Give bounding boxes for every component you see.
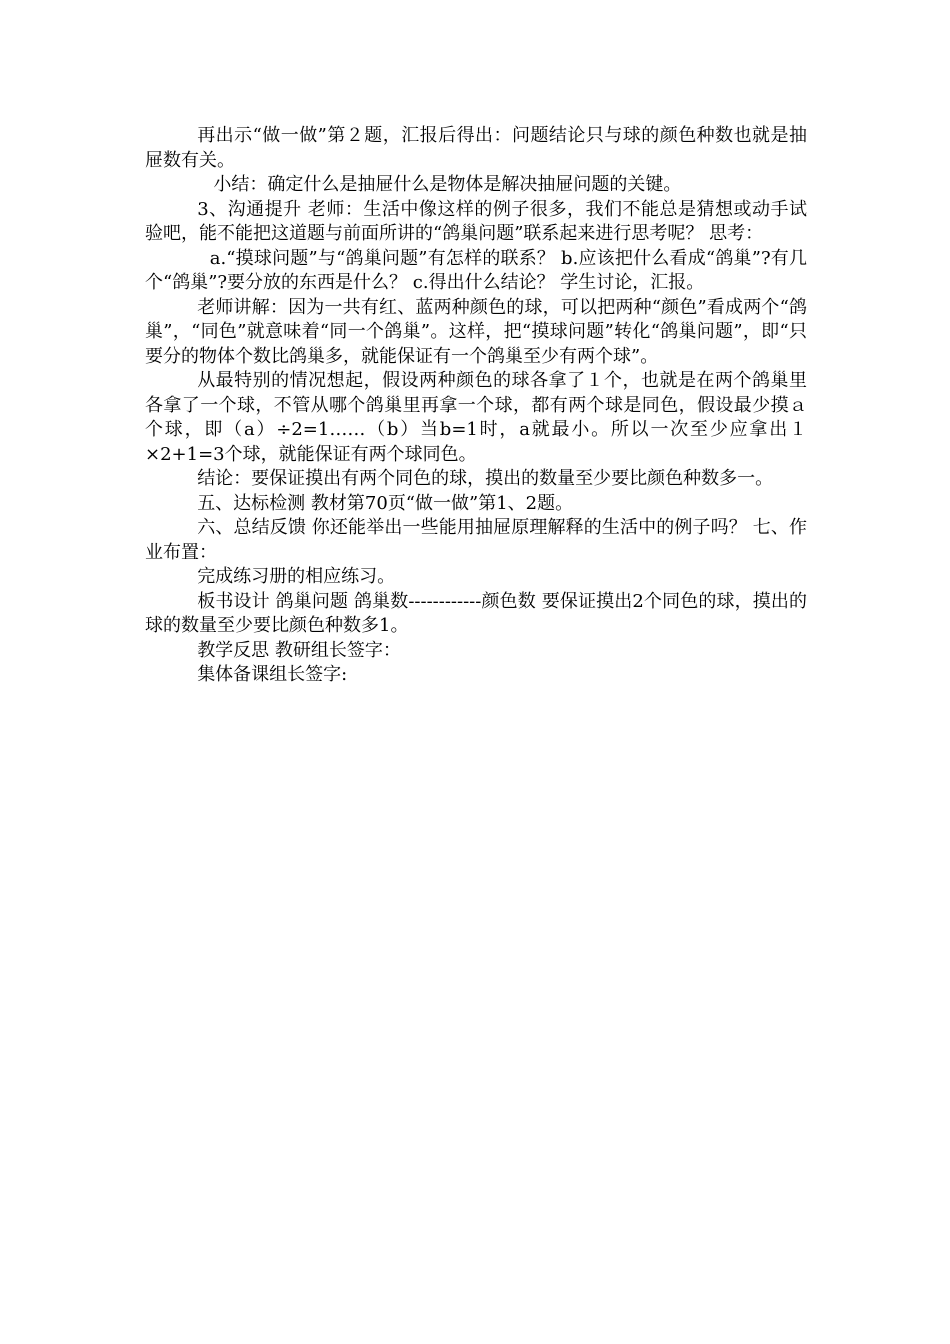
paragraph-feedback: 六、总结反馈 你还能举出一些能用抽屉原理解释的生活中的例子吗？ 七、作业布置： — [145, 517, 807, 563]
paragraph-board-design: 板书设计 鸽巢问题 鸽巢数------------颜色数 要保证摸出2个同色的球，摸出的球的数量至少要比颜色种数多1。 — [145, 590, 807, 636]
paragraph-communicate: 3、沟通提升 老师：生活中像这样的例子很多，我们不能总是猜想或动手试验吧，能不能把这道题与前面所讲的“鸽巢问题”联系起来进行思考呢？ 思考： — [145, 198, 807, 244]
paragraph-conclusion: 结论：要保证摸出有两个同色的球，摸出的数量至少要比颜色种数多一。 — [197, 468, 774, 489]
paragraph-summary: 小结：确定什么是抽屉什么是物体是解决抽屉问题的关键。 — [213, 174, 682, 195]
paragraph-exercise-2: 再出示“做一做”第２题，汇报后得出：问题结论只与球的颜色种数也就是抽屉数有关。 — [145, 125, 807, 171]
paragraph-special-case: 从最特别的情况想起，假设两种颜色的球各拿了１个，也就是在两个鸽巢里各拿了一个球，不管从哪个鸽巢里再拿一个球，都有两个球是同色，假设最少摸ａ个球，即（a）÷2=1……（b）当b=1时，a就最小。所以一次至少应拿出１×2+1=3个球，就能保证有两个球同色。 — [145, 370, 807, 465]
paragraph-homework: 完成练习册的相应练习。 — [197, 566, 396, 587]
paragraph-assessment: 五、达标检测 教材第70页“做一做”第1、2题。 — [197, 492, 574, 514]
paragraph-questions: a.“摸球问题”与“鸽巢问题”有怎样的联系？ b.应该把什么看成“鸽巢”?有几个“鸽巢”?要分放的东西是什么？ c.得出什么结论？ 学生讨论，汇报。 — [145, 247, 807, 293]
paragraph-reflection: 教学反思 教研组长签字： — [197, 639, 401, 661]
document-body — [145, 124, 807, 688]
paragraph-teacher-explain: 老师讲解：因为一共有红、蓝两种颜色的球，可以把两种“颜色”看成两个“鸽巢”，“同色”就意味着“同一个鸽巢”。这样，把“摸球问题”转化“鸽巢问题”，即“只要分的物体个数比鸽巢多，就能保证有一个鸽巢至少有两个球”。 — [145, 296, 807, 367]
paragraph-signature: 集体备课组长签字: — [197, 664, 348, 685]
